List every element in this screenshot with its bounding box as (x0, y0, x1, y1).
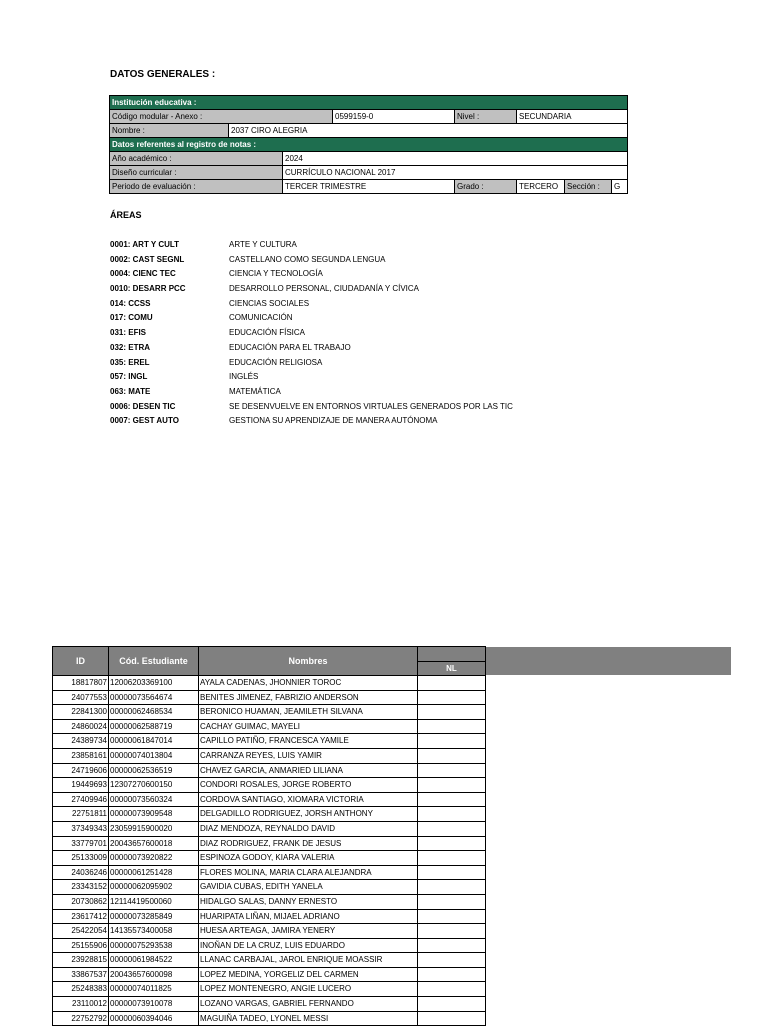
student-code: 00000062468534 (109, 705, 199, 720)
student-name: BERONICO HUAMAN, JEAMILETH SILVANA (199, 705, 418, 720)
seccion-value: G (612, 180, 628, 194)
student-id: 25248383 (53, 982, 109, 997)
student-grade-cell[interactable] (418, 792, 486, 807)
codigo-label: Código modular - Anexo : (110, 110, 333, 124)
column-header-cod: Cód. Estudiante (109, 647, 199, 676)
table-row (53, 997, 486, 1012)
student-name: GAVIDIA CUBAS, EDITH YANELA (199, 880, 418, 895)
seccion-label: Sección : (565, 180, 612, 194)
area-item (110, 400, 513, 415)
student-grade-cell[interactable] (418, 676, 486, 691)
student-name: HUARIPATA LIÑAN, MIJAEL ADRIANO (199, 909, 418, 924)
grado-label: Grado : (455, 180, 517, 194)
table-row (53, 938, 486, 953)
student-grade-cell[interactable] (418, 967, 486, 982)
table-row (53, 851, 486, 866)
table-row (53, 924, 486, 939)
student-id: 25133009 (53, 851, 109, 866)
student-grade-cell[interactable] (418, 997, 486, 1012)
area-code: 0006: DESEN TIC (110, 401, 176, 411)
student-name: CORDOVA SANTIAGO, XIOMARA VICTORIA (199, 792, 418, 807)
anio-label: Año académico : (110, 152, 283, 166)
general-info-table (109, 95, 628, 194)
student-id: 22841300 (53, 705, 109, 720)
student-id: 18817807 (53, 676, 109, 691)
table-row (53, 807, 486, 822)
column-header-nl (418, 647, 486, 676)
student-id: 27409946 (53, 792, 109, 807)
student-code: 00000074011825 (109, 982, 199, 997)
student-id: 23110012 (53, 997, 109, 1012)
area-name: MATEMÁTICA (229, 386, 281, 396)
student-code: 23059915900020 (109, 821, 199, 836)
student-name: AYALA CADENAS, JHONNIER TOROC (199, 676, 418, 691)
student-code: 00000060394046 (109, 1011, 199, 1026)
student-code: 20043657600018 (109, 836, 199, 851)
area-name: GESTIONA SU APRENDIZAJE DE MANERA AUTÓNOMA (229, 416, 438, 426)
student-name: DELGADILLO RODRIGUEZ, JORSH ANTHONY (199, 807, 418, 822)
area-name: CASTELLANO COMO SEGUNDA LENGUA (229, 254, 386, 264)
student-name: CONDORI ROSALES, JORGE ROBERTO (199, 778, 418, 793)
student-name: HUESA ARTEAGA, JAMIRA YENERY (199, 924, 418, 939)
area-code: 0004: CIENC TEC (110, 269, 176, 279)
area-code: 014: CCSS (110, 298, 151, 308)
column-header-nombres: Nombres (199, 647, 418, 676)
student-id: 33779701 (53, 836, 109, 851)
student-name: CARRANZA REYES, LUIS YAMIR (199, 748, 418, 763)
area-name: SE DESENVUELVE EN ENTORNOS VIRTUALES GENERADOS POR LAS TIC (229, 401, 513, 411)
student-code: 00000062095902 (109, 880, 199, 895)
area-code: 057: INGL (110, 372, 148, 382)
student-id: 20730862 (53, 894, 109, 909)
students-table (52, 646, 486, 1026)
student-name: DIAZ RODRIGUEZ, FRANK DE JESUS (199, 836, 418, 851)
student-id: 25422054 (53, 924, 109, 939)
table-row (53, 953, 486, 968)
areas-title: ÁREAS (110, 210, 142, 220)
student-code: 12307270600150 (109, 778, 199, 793)
student-code: 00000062536519 (109, 763, 199, 778)
table-row (53, 778, 486, 793)
student-grade-cell[interactable] (418, 734, 486, 749)
area-name: EDUCACIÓN PARA EL TRABAJO (229, 342, 351, 352)
student-id: 37349343 (53, 821, 109, 836)
nl-label: NL (418, 661, 485, 675)
student-code: 00000074013804 (109, 748, 199, 763)
student-id: 24036246 (53, 865, 109, 880)
student-name: INOÑAN DE LA CRUZ, LUIS EDUARDO (199, 938, 418, 953)
area-code: 0010: DESARR PCC (110, 284, 186, 294)
area-code: 031: EFIS (110, 328, 147, 338)
area-item (110, 326, 513, 341)
student-grade-cell[interactable] (418, 821, 486, 836)
area-item (110, 341, 513, 356)
table-row (53, 734, 486, 749)
table-row (53, 836, 486, 851)
table-row (53, 748, 486, 763)
students-body (53, 676, 486, 1026)
student-name: LLANAC CARBAJAL, JAROL ENRIQUE MOASSIR (199, 953, 418, 968)
student-code: 00000073285849 (109, 909, 199, 924)
student-code: 12006203369100 (109, 676, 199, 691)
student-grade-cell[interactable] (418, 851, 486, 866)
area-item (110, 385, 513, 400)
student-grade-cell[interactable] (418, 836, 486, 851)
student-grade-cell[interactable] (418, 982, 486, 997)
area-item (110, 253, 513, 268)
student-code: 20043657600098 (109, 967, 199, 982)
area-code: 017: COMU (110, 313, 153, 323)
table-row (53, 894, 486, 909)
student-code: 00000073909548 (109, 807, 199, 822)
student-name: CHAVEZ GARCIA, ANMARIED LILIANA (199, 763, 418, 778)
area-name: ARTE Y CULTURA (229, 240, 297, 249)
area-code: 032: ETRA (110, 342, 151, 352)
area-name: COMUNICACIÓN (229, 313, 293, 323)
area-name: EDUCACIÓN RELIGIOSA (229, 357, 323, 367)
student-code: 00000073910078 (109, 997, 199, 1012)
table-row (53, 690, 486, 705)
area-item (110, 282, 513, 297)
area-item (110, 311, 513, 326)
student-code: 00000073560324 (109, 792, 199, 807)
student-id: 19449693 (53, 778, 109, 793)
student-name: LOZANO VARGAS, GABRIEL FERNANDO (199, 997, 418, 1012)
area-item (110, 370, 513, 385)
student-id: 24860024 (53, 719, 109, 734)
area-code: 0001: ART Y CULT (110, 240, 180, 249)
area-code: 0007: GEST AUTO (110, 416, 179, 426)
general-title: DATOS GENERALES : (110, 69, 216, 80)
student-code: 00000061847014 (109, 734, 199, 749)
diseno-label: Diseño curricular : (110, 166, 283, 180)
student-grade-cell[interactable] (418, 909, 486, 924)
student-grade-cell[interactable] (418, 690, 486, 705)
student-code: 12114419500060 (109, 894, 199, 909)
table-row (53, 909, 486, 924)
student-grade-cell[interactable] (418, 865, 486, 880)
student-grade-cell[interactable] (418, 894, 486, 909)
student-grade-cell[interactable] (418, 880, 486, 895)
student-name: CACHAY GUIMAC, MAYELI (199, 719, 418, 734)
student-grade-cell[interactable] (418, 748, 486, 763)
student-code: 14135573400058 (109, 924, 199, 939)
area-name: INGLÉS (229, 372, 259, 382)
area-item (110, 238, 513, 253)
table-row (53, 705, 486, 720)
table-row (53, 763, 486, 778)
student-code: 00000062588719 (109, 719, 199, 734)
student-id: 23858161 (53, 748, 109, 763)
student-id: 23617412 (53, 909, 109, 924)
student-code: 00000075293538 (109, 938, 199, 953)
student-grade-cell[interactable] (418, 778, 486, 793)
periodo-label: Periodo de evaluación : (110, 180, 283, 194)
nivel-label: Nivel : (455, 110, 517, 124)
area-item (110, 414, 513, 429)
area-code: 063: MATE (110, 386, 151, 396)
institution-header: Institución educativa : (110, 96, 628, 110)
table-row (53, 865, 486, 880)
codigo-value: 0599159-0 (333, 110, 455, 124)
area-name: CIENCIA Y TECNOLOGÍA (229, 269, 323, 279)
area-item (110, 356, 513, 371)
student-grade-cell[interactable] (418, 924, 486, 939)
anio-value: 2024 (283, 152, 628, 166)
student-name: MAGUIÑA TADEO, LYONEL MESSI (199, 1011, 418, 1026)
table-row (53, 792, 486, 807)
student-name: LOPEZ MONTENEGRO, ANGIE LUCERO (199, 982, 418, 997)
diseno-value: CURRÍCULO NACIONAL 2017 (283, 166, 628, 180)
grades-header-bar (484, 647, 731, 675)
student-grade-cell[interactable] (418, 953, 486, 968)
student-code: 00000061984522 (109, 953, 199, 968)
nombre-value: 2037 CIRO ALEGRIA (229, 124, 628, 138)
table-row (53, 719, 486, 734)
student-grade-cell[interactable] (418, 807, 486, 822)
grado-value: TERCERO (517, 180, 565, 194)
table-row (53, 821, 486, 836)
area-item (110, 267, 513, 282)
student-grade-cell[interactable] (418, 938, 486, 953)
column-header-id: ID (53, 647, 109, 676)
periodo-value: TERCER TRIMESTRE (283, 180, 455, 194)
table-row (53, 676, 486, 691)
student-id: 24077553 (53, 690, 109, 705)
student-name: ESPINOZA GODOY, KIARA VALERIA (199, 851, 418, 866)
student-code: 00000061251428 (109, 865, 199, 880)
nombre-label: Nombre : (110, 124, 229, 138)
nivel-value: SECUNDARIA (517, 110, 628, 124)
registro-header: Datos referentes al registro de notas : (110, 138, 628, 152)
area-name: EDUCACIÓN FÍSICA (229, 328, 306, 338)
student-id: 23928815 (53, 953, 109, 968)
area-code: 0002: CAST SEGNL (110, 254, 185, 264)
student-id: 22752792 (53, 1011, 109, 1026)
area-name: DESARROLLO PERSONAL, CIUDADANÍA Y CÍVICA (229, 284, 419, 294)
student-id: 22751811 (53, 807, 109, 822)
table-row (53, 880, 486, 895)
student-code: 00000073920822 (109, 851, 199, 866)
areas-list (110, 238, 513, 429)
student-id: 25155906 (53, 938, 109, 953)
student-grade-cell[interactable] (418, 719, 486, 734)
student-id: 24389734 (53, 734, 109, 749)
table-row (53, 967, 486, 982)
student-code: 00000073564674 (109, 690, 199, 705)
student-id: 33867537 (53, 967, 109, 982)
area-item (110, 297, 513, 312)
student-grade-cell[interactable] (418, 705, 486, 720)
area-name: CIENCIAS SOCIALES (229, 298, 310, 308)
student-name: HIDALGO SALAS, DANNY ERNESTO (199, 894, 418, 909)
student-id: 24719606 (53, 763, 109, 778)
student-id: 23343152 (53, 880, 109, 895)
table-row (53, 982, 486, 997)
student-name: LOPEZ MEDINA, YORGELIZ DEL CARMEN (199, 967, 418, 982)
student-name: CAPILLO PATIÑO, FRANCESCA YAMILE (199, 734, 418, 749)
student-name: FLORES MOLINA, MARIA CLARA ALEJANDRA (199, 865, 418, 880)
student-grade-cell[interactable] (418, 763, 486, 778)
student-name: BENITES JIMENEZ, FABRIZIO ANDERSON (199, 690, 418, 705)
student-name: DIAZ MENDOZA, REYNALDO DAVID (199, 821, 418, 836)
area-code: 035: EREL (110, 357, 150, 367)
